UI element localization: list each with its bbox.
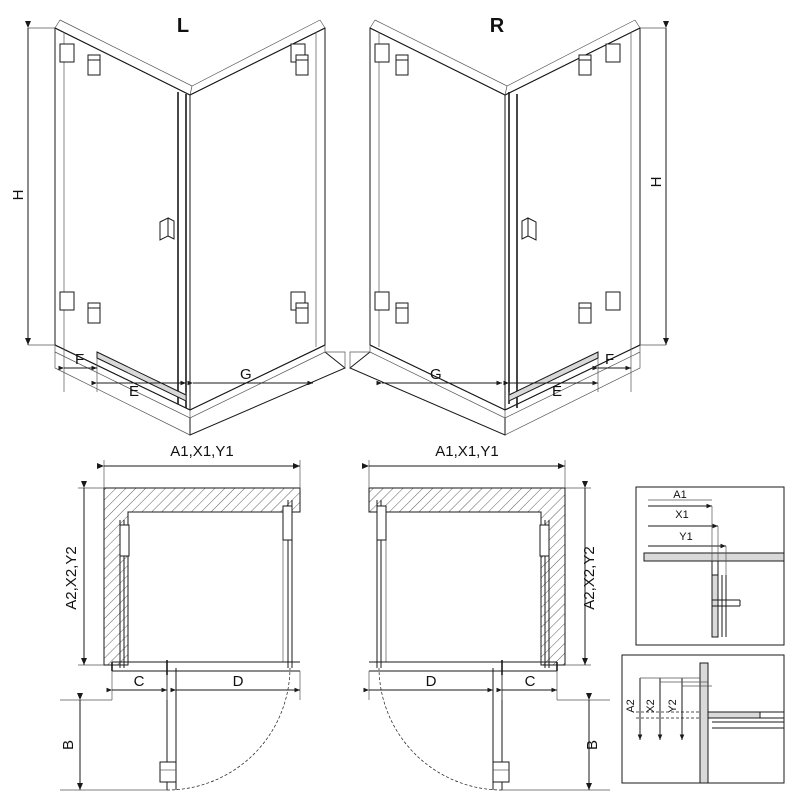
view-name-right: R	[489, 15, 505, 37]
isometric-view-left	[10, 15, 345, 435]
detail-view-bottom	[622, 655, 784, 783]
label-E-right: E	[551, 383, 563, 400]
label-E-left: E	[128, 383, 140, 400]
dim-B-left: B	[60, 739, 77, 751]
label-H-left: H	[10, 189, 27, 201]
dim-C-left: C	[133, 673, 145, 690]
dim-B-right: B	[584, 739, 601, 751]
dim-A2X2Y2-right: A2,X2,Y2	[581, 546, 598, 610]
detail-label-Y1: Y1	[679, 531, 693, 543]
label-F-left: F	[75, 351, 85, 368]
detail-label-X1: X1	[675, 509, 689, 521]
label-H-right: H	[648, 176, 665, 188]
plan-view-left	[60, 443, 300, 790]
plan-view-right	[369, 443, 610, 790]
dim-A2X2Y2-left: A2,X2,Y2	[63, 546, 80, 610]
detail-view-top	[636, 487, 784, 645]
label-G-right: G	[430, 366, 442, 383]
detail-label-X2: X2	[645, 699, 657, 713]
dim-D-left: D	[232, 673, 244, 690]
label-F-right: F	[605, 351, 615, 368]
dim-A1X1Y1-right: A1,X1,Y1	[435, 443, 499, 460]
dim-D-right: D	[425, 673, 437, 690]
detail-label-A1: A1	[673, 489, 687, 501]
dim-C-right: C	[524, 673, 536, 690]
dim-A1X1Y1-left: A1,X1,Y1	[170, 443, 234, 460]
detail-label-Y2: Y2	[667, 699, 679, 713]
view-name-left: L	[176, 15, 190, 37]
label-G-left: G	[240, 366, 252, 383]
isometric-view-right	[350, 15, 666, 435]
detail-label-A2: A2	[625, 699, 637, 713]
